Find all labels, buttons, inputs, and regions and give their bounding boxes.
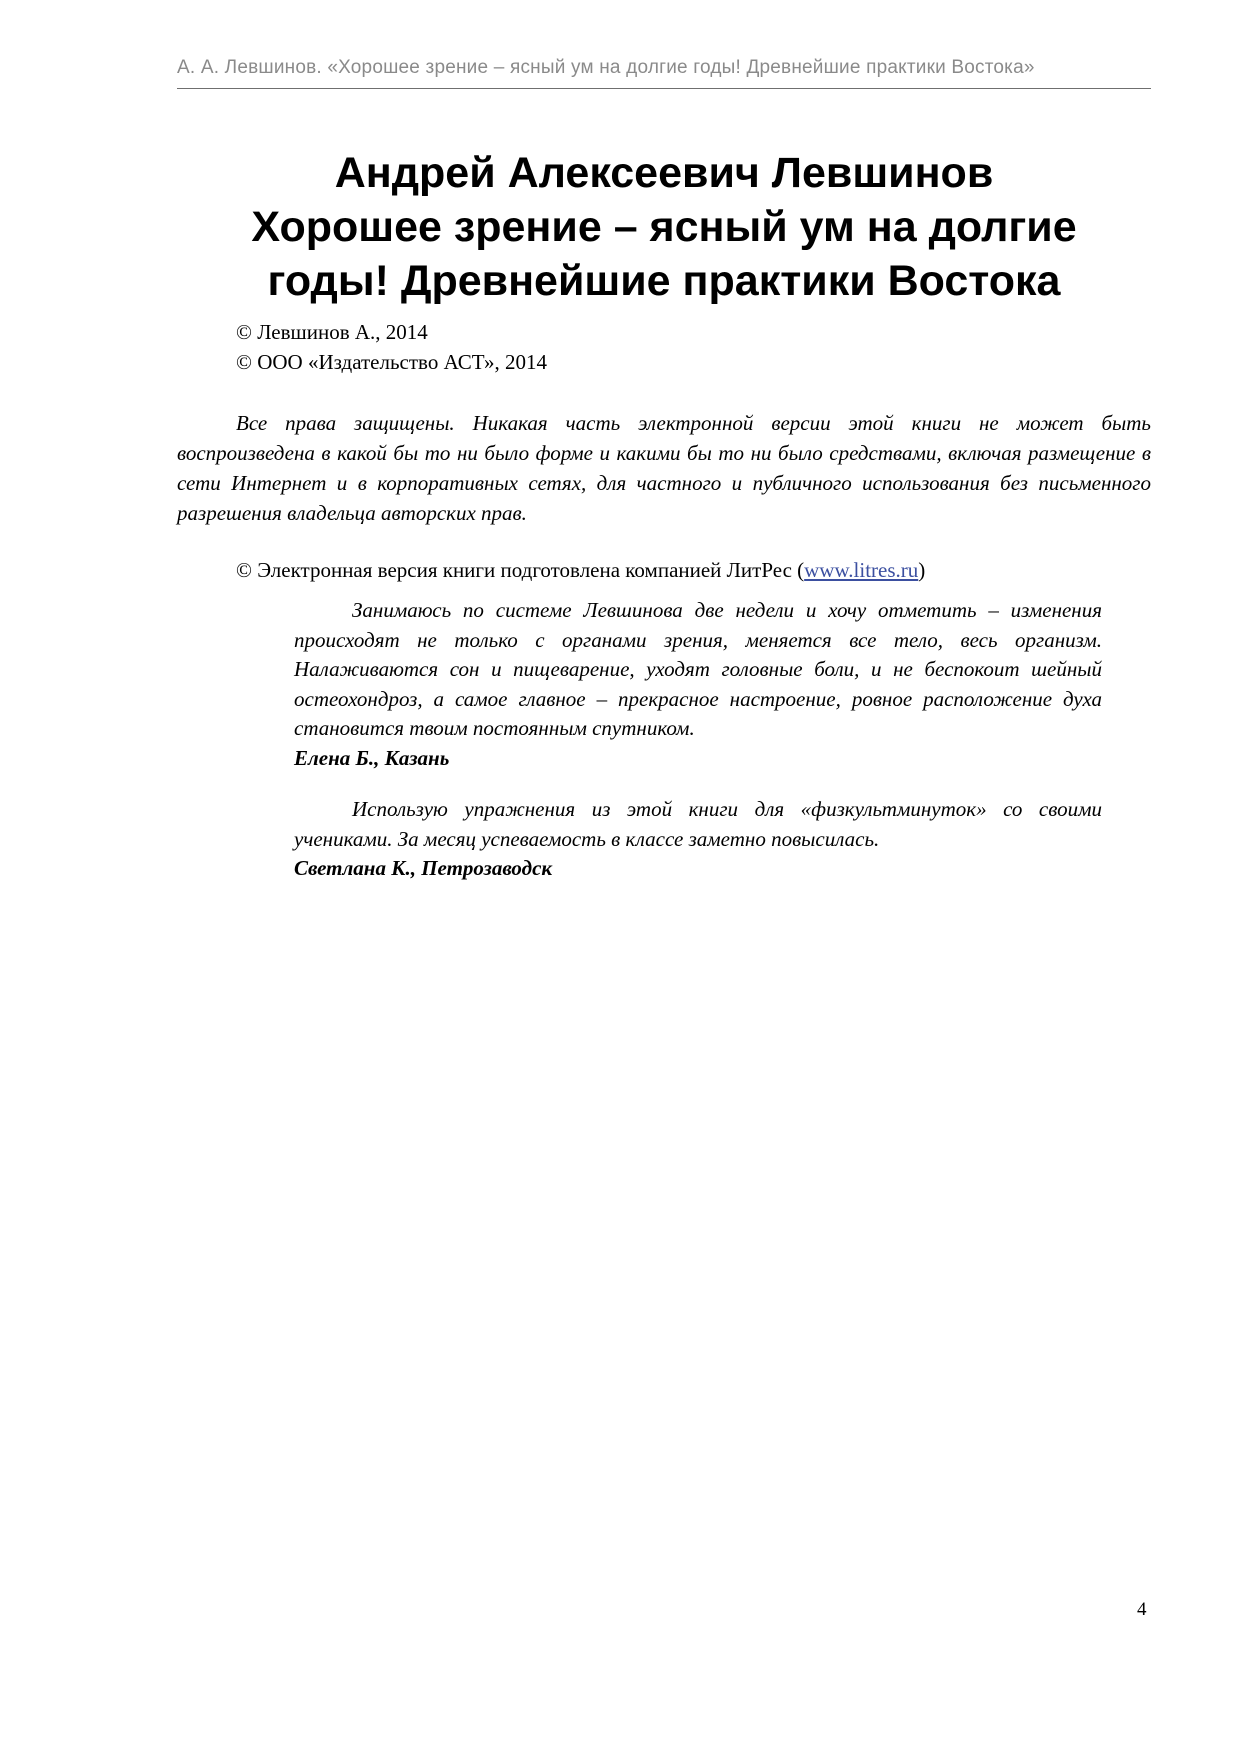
testimonial-author: Светлана К., Петрозаводск [294, 856, 553, 880]
testimonial-text: Использую упражнения из этой книги для «физкультминуток» со своими учениками. За месяц успеваемость в классе заметно повысилась. [294, 797, 1102, 851]
title-line-2: Хорошее зрение – ясный ум на долгие [251, 203, 1077, 251]
rights-notice: Все права защищены. Никакая часть электронной версии этой книги не может быть воспроизведена в какой бы то ни было форме и какими бы то ни было средствами, включая размещение в сети Интернет и в корпоративных сетях, для частного и публичного использования без письменного разрешения владельца авторских прав. [177, 411, 1151, 525]
testimonial-text: Занимаюсь по системе Левшинова две недели и хочу отметить – изменения происходят не только с органами зрения, меняется все тело, весь организм. Налаживаются сон и пищеварение, уходят головные боли, и не беспокоит шейный остеохондроз, а самое главное – прекрасное настроение, ровное расположение духа становится твоим постоянным спутником. [294, 598, 1102, 740]
litres-prefix: © Электронная версия книги подготовлена компанией ЛитРес ( [236, 558, 805, 582]
title-line-3: годы! Древнейшие практики Востока [267, 257, 1061, 305]
litres-link[interactable]: www.litres.ru [804, 558, 919, 582]
copyright-author: © Левшинов А., 2014 [236, 320, 428, 344]
testimonial [294, 596, 1102, 773]
header-divider [177, 88, 1151, 89]
copyright-block [236, 317, 547, 377]
litres-suffix: ) [918, 558, 926, 582]
running-header: А. А. Левшинов. «Хорошее зрение – ясный ум на долгие годы! Древнейшие практики Востока» [177, 57, 1035, 78]
book-title [177, 146, 1151, 308]
page-number: 4 [1137, 1599, 1147, 1620]
copyright-publisher: © ООО «Издательство АСТ», 2014 [236, 350, 547, 374]
title-author-line: Андрей Алексеевич Левшинов [334, 149, 994, 197]
testimonial [294, 795, 1102, 884]
litres-notice [236, 555, 925, 585]
testimonial-author: Елена Б., Казань [294, 745, 450, 770]
